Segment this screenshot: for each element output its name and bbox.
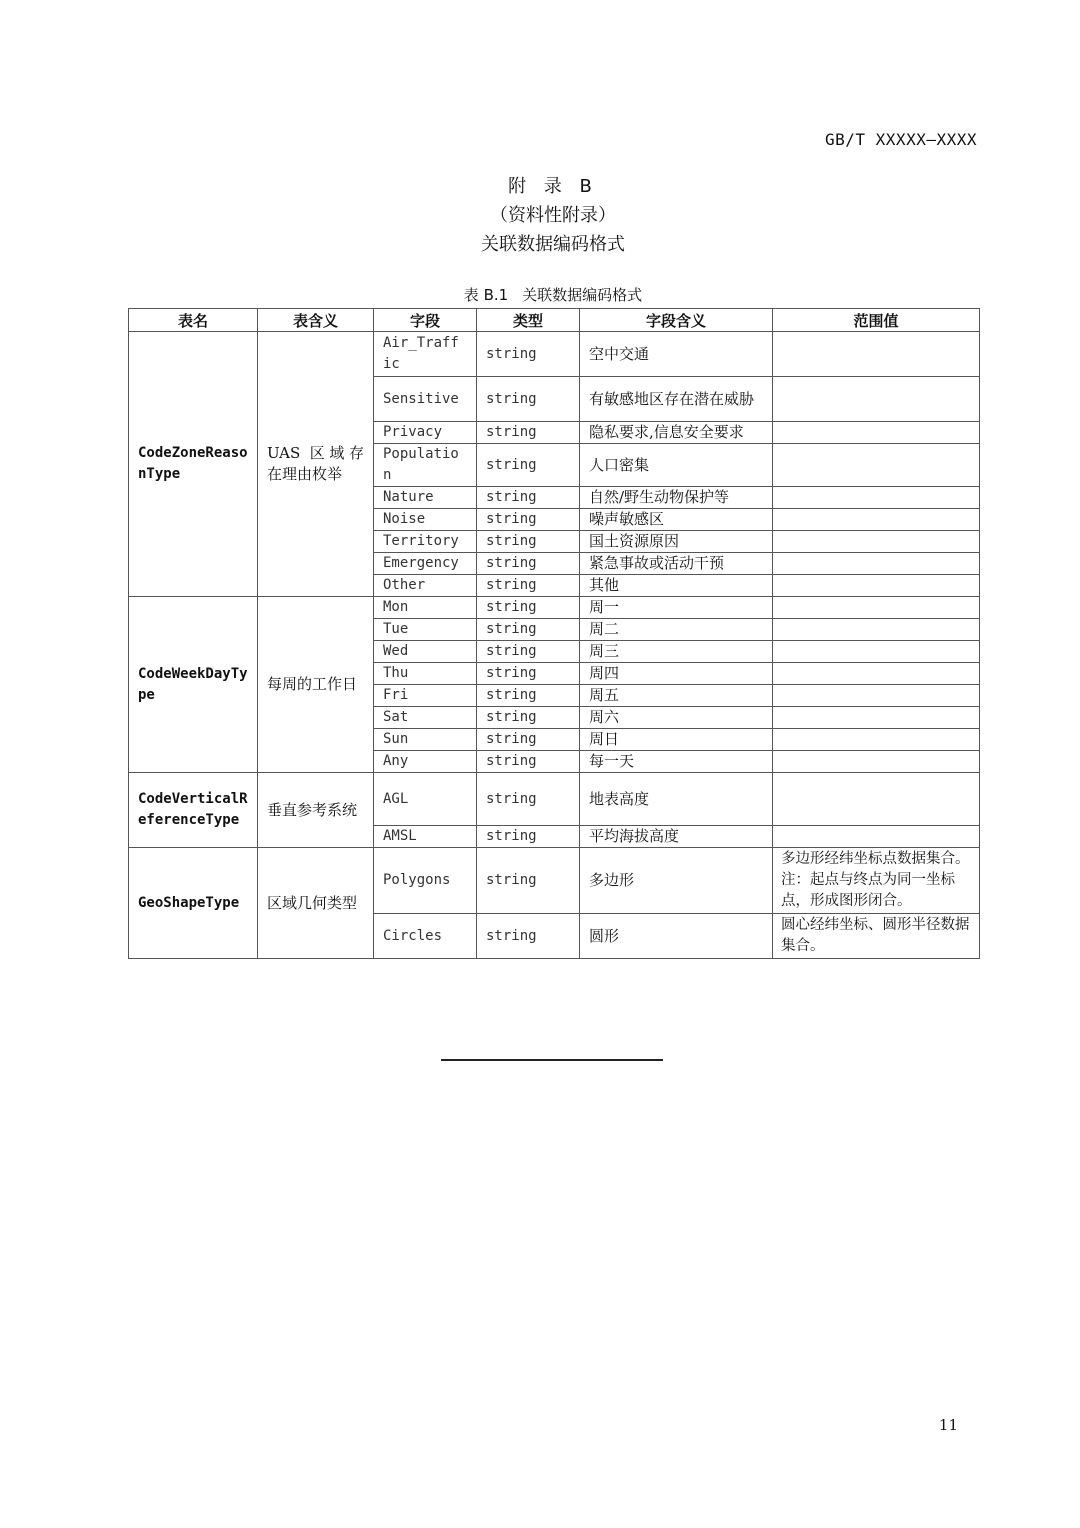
field-meaning-cell: 圆形 [580,914,773,959]
range-cell [773,751,980,773]
range-cell [773,332,980,377]
type-cell: string [477,575,580,597]
table-row [129,332,980,377]
page-number: 11 [938,1416,958,1434]
field-cell: Sensitive [374,377,477,422]
range-cell [773,597,980,619]
field-meaning-cell: 隐私要求,信息安全要求 [580,422,773,444]
appendix-heading: 关联数据编码格式 [481,234,625,255]
range-cell [773,641,980,663]
type-cell: string [477,332,580,377]
range-cell [773,422,980,444]
field-meaning-cell: 国土资源原因 [580,531,773,553]
table-name-cell: CodeVerticalReferenceType [129,773,258,848]
table-caption [0,284,1080,305]
field-cell: Nature [374,487,477,509]
field-cell: Emergency [374,553,477,575]
field-meaning-cell: 每一天 [580,751,773,773]
field-cell: Thu [374,663,477,685]
type-cell: string [477,597,580,619]
range-cell [773,826,980,848]
range-cell [773,487,980,509]
field-cell: AGL [374,773,477,826]
type-cell: string [477,848,580,914]
field-cell: Air_Traffic [374,332,477,377]
field-meaning-cell: 有敏感地区存在潜在威胁 [580,377,773,422]
table-caption-number: 表 B.1 [463,286,509,304]
range-cell [773,729,980,751]
field-meaning-cell: 空中交通 [580,332,773,377]
type-cell: string [477,553,580,575]
field-cell: Sat [374,707,477,729]
range-cell [773,663,980,685]
appendix-title: 附 录 B [508,176,598,197]
field-cell: AMSL [374,826,477,848]
field-meaning-cell: 紧急事故或活动干预 [580,553,773,575]
table-meaning-cell: 垂直参考系统 [258,773,374,848]
field-cell: Polygons [374,848,477,914]
range-cell [773,444,980,487]
table-row [129,848,980,914]
field-meaning-cell: 周四 [580,663,773,685]
field-meaning-cell: 周日 [580,729,773,751]
range-cell: 多边形经纬坐标点数据集合。注：起点与终点为同一坐标点，形成图形闭合。 [773,848,980,914]
field-cell: Population [374,444,477,487]
column-header-type: 类型 [477,309,580,332]
range-cell [773,619,980,641]
field-meaning-cell: 地表高度 [580,773,773,826]
field-meaning-cell: 周五 [580,685,773,707]
field-meaning-cell: 人口密集 [580,444,773,487]
table-name-cell: CodeZoneReasonType [129,332,258,597]
type-cell: string [477,531,580,553]
column-header-table-meaning: 表含义 [258,309,374,332]
field-cell: Sun [374,729,477,751]
range-cell [773,685,980,707]
field-meaning-cell: 平均海拔高度 [580,826,773,848]
type-cell: string [477,685,580,707]
field-meaning-cell: 自然/野生动物保护等 [580,487,773,509]
field-cell: Any [374,751,477,773]
code-table [128,308,980,959]
range-cell [773,575,980,597]
type-cell: string [477,663,580,685]
field-meaning-cell: 其他 [580,575,773,597]
type-cell: string [477,377,580,422]
table-name-cell: GeoShapeType [129,848,258,959]
table-meaning-cell: 区域几何类型 [258,848,374,959]
range-cell [773,707,980,729]
field-cell: Noise [374,509,477,531]
range-cell [773,773,980,826]
field-meaning-cell: 周二 [580,619,773,641]
table-header-row [129,309,980,332]
table-meaning-cell: 每周的工作日 [258,597,374,773]
range-cell [773,377,980,422]
table-row [129,773,980,826]
type-cell: string [477,641,580,663]
table-row [129,597,980,619]
field-meaning-cell: 噪声敏感区 [580,509,773,531]
column-header-field-meaning: 字段含义 [580,309,773,332]
range-cell [773,509,980,531]
field-cell: Wed [374,641,477,663]
type-cell: string [477,914,580,959]
field-meaning-cell: 多边形 [580,848,773,914]
type-cell: string [477,422,580,444]
field-cell: Mon [374,597,477,619]
type-cell: string [477,751,580,773]
field-cell: Tue [374,619,477,641]
field-meaning-cell: 周三 [580,641,773,663]
type-cell: string [477,619,580,641]
field-meaning-cell: 周六 [580,707,773,729]
field-cell: Privacy [374,422,477,444]
end-of-document-rule [441,1059,663,1061]
column-header-field: 字段 [374,309,477,332]
table-meaning-cell: UAS 区域存在理由枚举 [258,332,374,597]
type-cell: string [477,707,580,729]
table-name-cell: CodeWeekDayType [129,597,258,773]
type-cell: string [477,826,580,848]
range-cell: 圆心经纬坐标、圆形半径数据集合。 [773,914,980,959]
standard-code: GB/T XXXXX—XXXX [825,130,977,149]
field-cell: Other [374,575,477,597]
type-cell: string [477,773,580,826]
field-cell: Territory [374,531,477,553]
table-caption-title: 关联数据编码格式 [522,286,643,304]
type-cell: string [477,444,580,487]
column-header-table-name: 表名 [129,309,258,332]
type-cell: string [477,509,580,531]
type-cell: string [477,729,580,751]
appendix-subtitle: （资料性附录） [490,205,616,226]
column-header-range: 范围值 [773,309,980,332]
field-cell: Fri [374,685,477,707]
field-meaning-cell: 周一 [580,597,773,619]
field-cell: Circles [374,914,477,959]
range-cell [773,531,980,553]
range-cell [773,553,980,575]
type-cell: string [477,487,580,509]
